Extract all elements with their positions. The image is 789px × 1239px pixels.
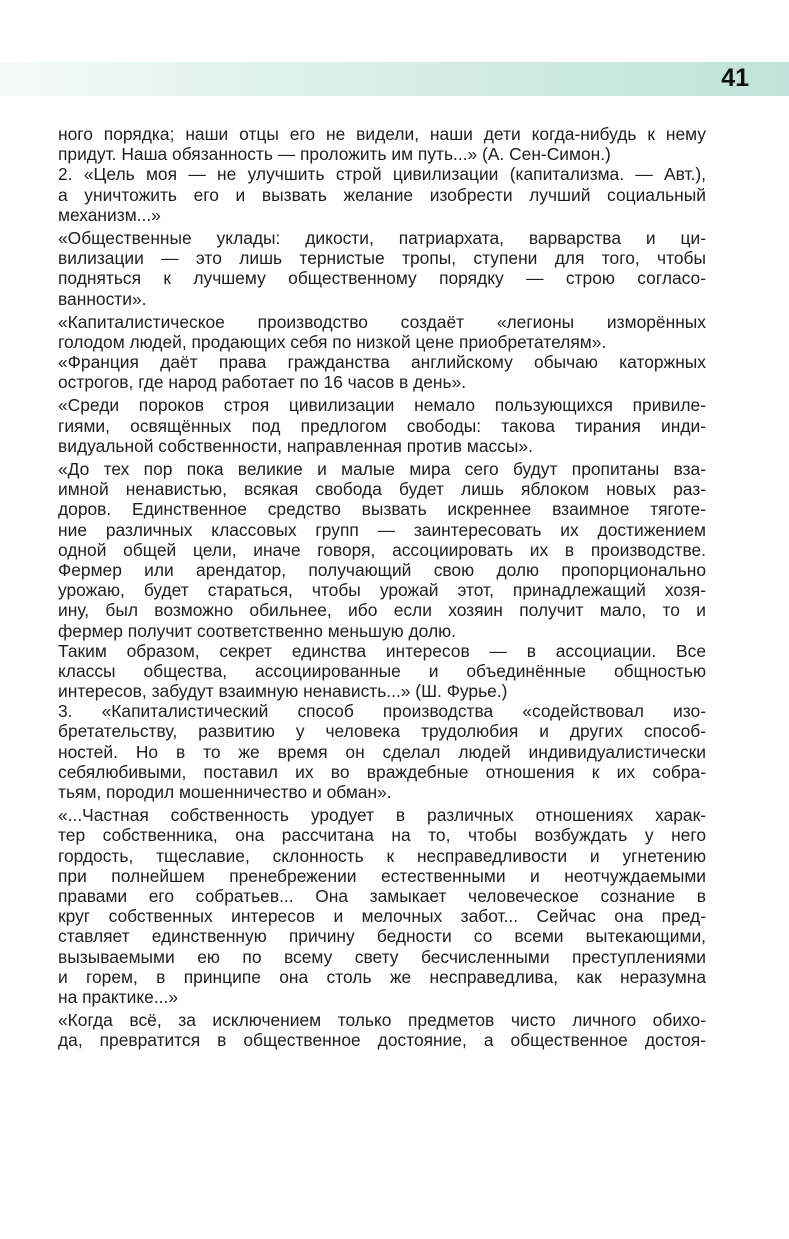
text-line: «Среди пороков строя цивилизации немало пользующихся привиле- — [58, 395, 706, 416]
text-line: да, превратится в общественное достояние, а общественное достоя- — [58, 1030, 706, 1051]
text-line: на практике...» — [58, 986, 178, 1007]
text-line: интересов, забудут взаимную ненависть...» (Ш. Фурье.) — [58, 681, 508, 702]
text-line: придут. Наша обязанность — проложить им путь...» (А. Сен-Симон.) — [58, 144, 611, 165]
text-line: урожаю, будет стараться, чтобы урожай этот, принадлежащий хозя- — [58, 580, 706, 601]
text-line: тьям, породил мошенничество и обман». — [58, 782, 392, 802]
text-line: ного порядка; наши отцы его не видели, наши дети когда-нибудь к нему — [58, 124, 706, 144]
text-line: Фермер или арендатор, получающий свою долю пропорционально — [58, 559, 706, 580]
text-line: фермер получит соответственно меньшую долю. — [58, 620, 456, 641]
text-line: бретательству, развитию у человека трудолюбия и других способ- — [58, 721, 706, 742]
text-line: одной общей цели, иначе говоря, ассоциировать их в производстве. — [58, 539, 706, 560]
text-line: ставляет единственную причину бедности со всеми вытекающими, — [58, 926, 706, 947]
text-line: острогов, где народ работает по 16 часов в день». — [58, 372, 467, 393]
text-line: «...Частная собственность уродует в различных отношениях харак- — [58, 805, 706, 826]
text-line: доров. Единственное средство вызвать искреннее взаимное тяготе- — [58, 499, 706, 520]
text-line: ностей. Но в то же время он сделал людей индивидуалистически — [58, 741, 706, 762]
text-line: «Когда всё, за исключением только предметов чисто личного обихо- — [58, 1010, 706, 1031]
text-line: Таким образом, секрет единства интересов — в ассоциации. Все — [58, 640, 706, 661]
text-line: имной ненавистью, всякая свобода будет лишь яблоком новых раз- — [58, 479, 706, 500]
text-body — [58, 124, 706, 1050]
page-number: 41 — [721, 64, 749, 92]
text-line: «Франция даёт права гражданства английскому обычаю каторжных — [58, 352, 706, 373]
text-line: ину, был возможно обильнее, ибо если хозяин получит мало, то и — [58, 600, 706, 621]
text-line: «Общественные уклады: дикости, патриархата, варварства и ци- — [58, 227, 706, 248]
text-line: гордость, тщеславие, склонность к несправедливости и угнетению — [58, 845, 706, 866]
text-line: гиями, освящённых под предлогом свободы: такова тирания инди- — [58, 415, 706, 436]
text-line: круг собственных интересов и мелочных забот... Сейчас она пред- — [58, 906, 706, 927]
text-line: «До тех пор пока великие и малые мира сего будут пропитаны вза- — [58, 459, 706, 479]
text-line: вилизации — это лишь тернистые тропы, ступени для того, чтобы — [58, 248, 706, 269]
text-line: себялюбивыми, поставил их во враждебные отношения к их собра- — [58, 761, 706, 782]
text-line: механизм...» — [58, 204, 161, 225]
text-line: при полнейшем пренебрежении естественными и неотчуждаемыми — [58, 865, 706, 886]
text-line: 2. «Цель моя — не улучшить строй цивилизации (капитализма. — Авт.), — [58, 164, 706, 185]
text-line: ванности». — [58, 288, 147, 309]
text-line: подняться к лучшему общественному порядку — строю согласо- — [58, 268, 706, 289]
header-band — [0, 62, 789, 96]
text-line: голодом людей, продающих себя по низкой цене приобретателям». — [58, 331, 607, 352]
text-line: тер собственника, она рассчитана на то, чтобы возбуждать у него — [58, 825, 706, 846]
text-line: видуальной собственности, направленная против массы». — [58, 435, 533, 456]
text-line: а уничтожить его и вызвать желание изобрести лучший социальный — [58, 184, 706, 205]
text-line: вызываемыми ею по всему свету бесчисленными преступлениями — [58, 946, 706, 967]
text-line: 3. «Капиталистический способ производства «содействовал изо- — [58, 701, 706, 722]
text-line: ние различных классовых групп — заинтересовать их достижением — [58, 519, 706, 540]
text-line: правами его собратьев... Она замыкает человеческое сознание в — [58, 885, 706, 906]
text-line: и горем, в принципе она столь же несправедлива, как неразумна — [58, 966, 706, 987]
text-line: «Капиталистическое производство создаёт «легионы изморённых — [58, 311, 706, 332]
text-line: классы общества, ассоциированные и объединённые общностью — [58, 660, 706, 681]
